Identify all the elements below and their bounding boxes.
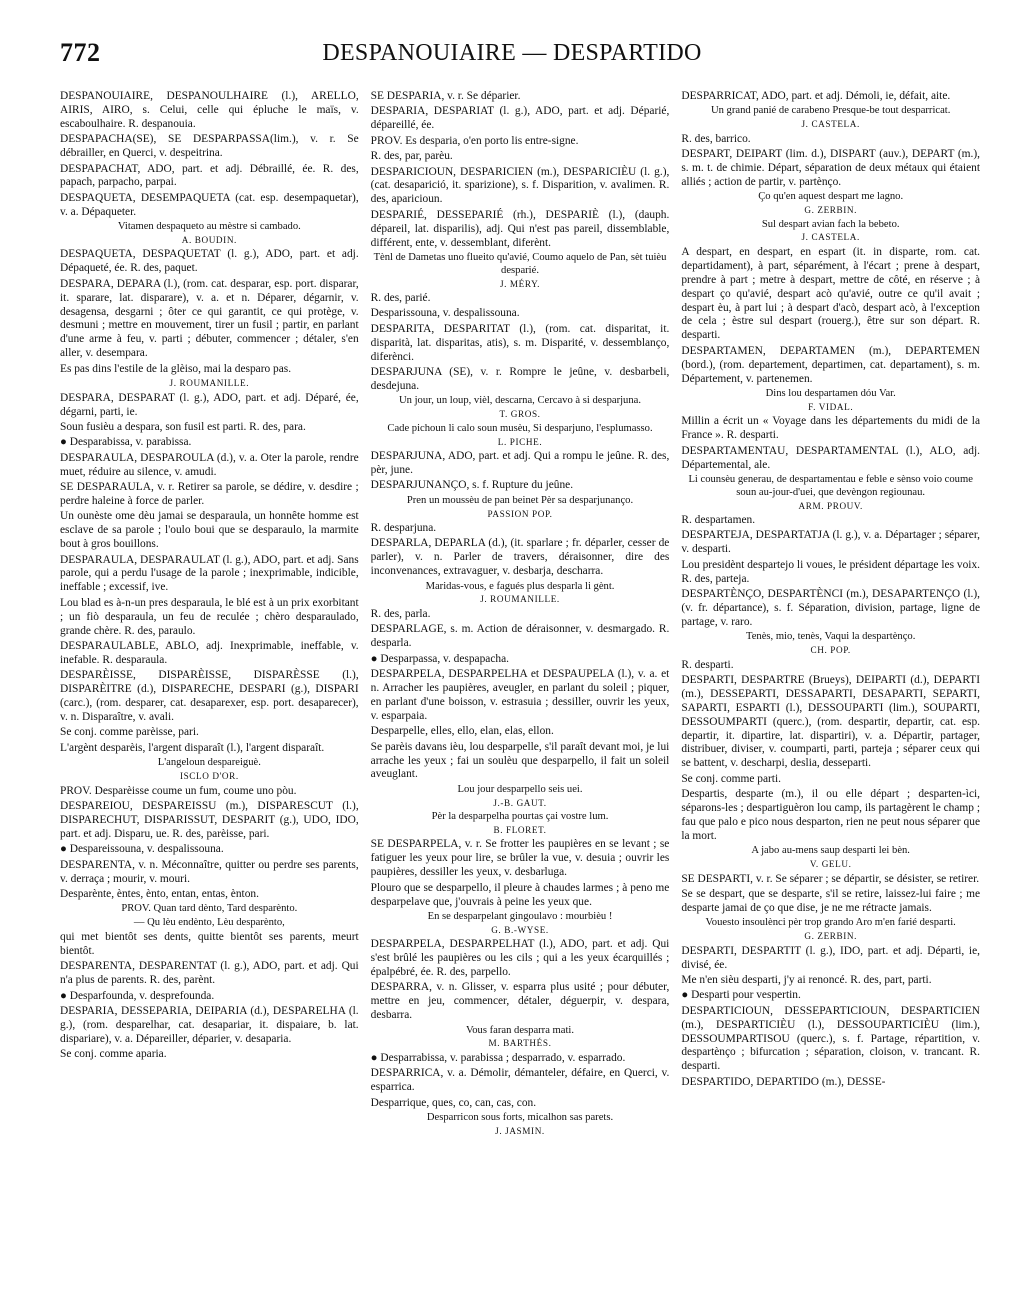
quotation: Sul despart avian fach la bebeto. <box>761 218 900 230</box>
dictionary-entry: R. des, par, parèu. <box>370 150 453 163</box>
quotation-author: J. MÉRY. <box>499 278 541 289</box>
dictionary-entry: DESPANOUIAIRE, DESPANOULHAIRE (l.), ARELLO, AIRIS, AIRO, s. Celui, celle qui épluche le maïs, v. escaboulhaire. R. despanouia. <box>60 90 359 130</box>
dictionary-entry: R. des, parié. <box>370 292 431 305</box>
dictionary-entry: DESPARTEJA, DESPARTATJA (l. g.), v. a. Départager ; séparer, v. desparti. <box>681 529 981 556</box>
dictionary-entry: DESPARPELA, DESPARPELHAT (l.), ADO, part. et adj. Qui s'est brûlé les paupières ou les cils ; qui a les yeux écarquillés ; épalpébré, ée. R. des, parpello. <box>370 938 670 979</box>
dictionary-entry: Se parèis davans ièu, lou desparpelle, s'il paraît devant moi, je lui arrache les yeux ; fai un soulèu que desparpello, il fait un soleil aveuglant. <box>370 740 670 781</box>
dictionary-entry: SE DESPARIA, v. r. Se déparier. <box>370 90 521 102</box>
quotation: L'angeloun despareiguè. <box>157 757 261 769</box>
dictionary-entry: Lou presidènt despartejo li voues, le président départage les voix. R. des, parteja. <box>681 558 981 585</box>
dictionary-entry: Se conj. comme aparia. <box>60 1048 167 1061</box>
dictionary-entry: Despartis, desparte (m.), il ou elle départ ; desparten-ìci, séparons-les ; despartiguèron lou camp, ils partagèrent le champ ; fau que palo e pico nous desparton, rien ne peut nous séparer que la mort. <box>681 788 981 842</box>
dictionary-entry: DESPARTIDO, DEPARTIDO (m.), DESSE- <box>681 1075 886 1088</box>
dictionary-entry: PROV. Desparèisse coume un fum, coume uno pòu. <box>60 784 297 797</box>
quotation: Tènl de Dametas uno flueito qu'avié, Coumo aquelo de Pan, sèt tuièu desparié. <box>373 251 667 276</box>
dictionary-entry: DESPARENTA, v. n. Méconnaître, quitter ou perdre ses parents, v. derraça ; mourir, v. mouri. <box>60 858 359 885</box>
dictionary-entry: PROV. Es desparia, o'en porto lis entre-signe. <box>370 134 579 147</box>
dictionary-entry: SE DESPARAULA, v. r. Retirer sa parole, se dédire, v. desdire ; perdre haleine à force de parler. <box>60 481 359 507</box>
dictionary-entry: Me n'en sièu desparti, j'y ai renoncé. R. des, part, parti. <box>681 973 932 986</box>
dictionary-entry: ● Desparpassa, v. despapacha. <box>370 652 510 665</box>
quotation-author: G. ZERBIN. <box>804 205 858 216</box>
dictionary-entry: DESPARJUNA, ADO, part. et adj. Qui a rompu le jeûne. R. des, pèr, june. <box>370 450 670 476</box>
dictionary-entry: Desparpelle, elles, ello, elan, elas, ellon. <box>370 725 554 738</box>
dictionary-entry: Desparissouna, v. despalissouna. <box>370 307 520 320</box>
quotation: Li counsèu generau, de despartamentau e feble e sènso voio coume soun au-jour-d'uei, que devèngon regiounau. <box>688 473 973 498</box>
quotation-author: G. B.-WYSE. <box>491 924 549 935</box>
quotation: Ço qu'en aquest despart me lagno. <box>758 191 904 203</box>
quotation: En se desparpelant gingoulavo : mourbièu ! <box>427 910 613 922</box>
quotation-author: V. GELU. <box>809 859 852 870</box>
dictionary-entry: Desparènte, èntes, ènto, entan, entas, ènton. <box>60 887 259 900</box>
dictionary-entry: R. despartamen. <box>681 514 756 526</box>
dictionary-entry: SE DESPARTI, v. r. Se séparer ; se départir, se désister, se retirer. <box>681 872 980 885</box>
dictionary-entry: DESPAQUETA, DESPAQUETAT (l. g.), ADO, part. et adj. Dépaqueté, ée. R. des, paquet. <box>60 248 359 275</box>
quotation: Pèr la desparpelha pourtas çai vostre lum. <box>431 811 609 823</box>
dictionary-entry: Se conj. comme parti. <box>681 772 781 785</box>
dictionary-entry: R. des, barrico. <box>681 132 751 145</box>
dictionary-entry: DESPARTAMEN, DEPARTAMEN (m.), DEPARTEMEN (bord.), (rom. departement, departimen, cat. departament), s. m. Département, v. partenemen. <box>681 344 981 385</box>
dictionary-entry: DESPARTI, DESPARTRE (Brueys), DEIPARTI (d.), DEPARTI (m.), DESSEPARTI, DESSAPARTI, DESAPARTI, SEPARTI, SAPARTI, ESPARTI (l.), DESSOUPARTI (lim.), SOUPARTI, DESSOUMPARTI (querc.), (rom. despartir, departir, cat. esp. departir, it. dipartire, lat. dispartiri), v. a. Départir, partager, distribuer, diviser, v. coumparti, parti, parteja ; séparer ceux qui se battent, v. descharpi, deslia, desseparti. <box>681 673 981 770</box>
dictionary-entry: ● Desparrabissa, v. parabissa ; desparrado, v. esparrado. <box>370 1051 626 1064</box>
dictionary-entry: DESPARRICAT, ADO, part. et adj. Démoli, ie, défait, aite. <box>681 90 951 102</box>
dictionary-entry: Desparrique, ques, co, can, cas, con. <box>370 1096 537 1109</box>
column-middle <box>371 90 670 1280</box>
dictionary-entry: DESPAPACHAT, ADO, part. et adj. Débraillé, ée. R. des, papach, parpacho, parpai. <box>60 162 359 189</box>
dictionary-entry: R. des, parla. <box>370 607 431 620</box>
dictionary-entry: Es pas dins l'estile de la glèiso, mai la desparo pas. <box>60 362 292 375</box>
dictionary-entry: DESPARPELA, DESPARPELHA et DESPAUPELA (l.), v. a. et n. Arracher les paupières, aveugler, en parlant du soleil ; piquer, en parlant d'une boisson, v. estrasuia ; dessiller, ouvrir les yeux, v. esparpaia. <box>370 668 670 722</box>
quotation-author: J. JASMIN. <box>495 1125 545 1136</box>
dictionary-entry: DESPARTICIOUN, DESSEPARTICIOUN, DESPARTICIEN (m.), DESPARTICIÈU (l.), DESSOUPARTICIÈU (lim.), DESSOUMPARTISOU (querc.), s. f. Partage, répartition, v. despartènço ; bifurcation ; séparation, cloison, v. trancant. R. desparti. <box>681 1004 981 1073</box>
quotation-author: J. ROUMANILLE. <box>169 378 250 389</box>
quotation-author: J. ROUMANILLE. <box>480 594 560 605</box>
dictionary-entry: DESPARIA, DESSEPARIA, DEIPARIA (d.), DESPARELHA (l. g.), (rom. desparelhar, cat. desapariar, it. dispaiare, b. lat. dispariare), v. a. Dépareiller, déparier, v. desaparia. <box>60 1004 359 1045</box>
quotation-author: B. FLORET. <box>493 824 547 835</box>
dictionary-entry: DESPARA, DEPARA (l.), (rom. cat. desparar, esp. port. disparar, it. sparare, lat. disparare), v. a. et n. Déparer, dégarnir, v. desagensa, desgarni ; ôter ce qui garantit, ce qui protège, v. desmuni ; mettre en mouvement, tirer un fusil ; partir, en parlant d'une arme à feu, v. parti ; débuter, commencer ; détaler, s'en aller, v. desempara. <box>60 277 359 360</box>
dictionary-entry: DESPARTÈNÇO, DESPARTÈNCI (m.), DESAPARTENÇO (l.), (v. fr. départance), s. f. Séparation, division, partage, ligne de partage, v. raro. <box>681 588 981 628</box>
dictionary-entry: DESPARLA, DEPARLA (d.), (it. sparlare ; fr. déparler, cesser de parler), v. n. Parler de travers, déraisonner, dire des inconvenances, extravaguer, v. desbarja, descharra. <box>370 537 670 578</box>
quotation-author: M. BARTHÉS. <box>488 1038 552 1049</box>
quotation: Maridas-vous, e fagués plus desparla li gènt. <box>425 580 615 592</box>
quotation-author: L. PICHE. <box>497 436 543 447</box>
dictionary-entry: DESPARRA, v. n. Glisser, v. esparra plus usité ; pour débuter, mettre en jeu, commencer, détaler, déguerpir, v. despara, desbarra. <box>370 981 670 1022</box>
dictionary-entry: ● Desparti pour vespertin. <box>681 989 801 1002</box>
quotation: Vous faran desparra mati. <box>465 1024 575 1036</box>
dictionary-entry: A despart, en despart, en espart (it. in disparte, rom. cat. departidament), à part, séparément, à l'écart ; prene à despart, prendre à part ; metre à despart, mettre de côté, en réserve ; à despart ço qu'avié, despart acò qu'avié, outre ce qu'il avait ; despart èu, à part lui ; à despart d'acò, despart acò, à l'exception de cela ; èstre sul despart (rouerg.), être sur son départ. R. desparti. <box>681 245 981 342</box>
dictionary-entry: Soun fusièu a despara, son fusil est parti. R. des, para. <box>60 420 306 433</box>
dictionary-entry: ● Desparabissa, v. parabissa. <box>60 436 192 449</box>
quotation-author: ARM. PROUV. <box>798 500 863 511</box>
column-right <box>681 90 980 1280</box>
dictionary-entry: R. desparti. <box>681 658 734 671</box>
quotation: PROV. Quan tard dènto, Tard desparènto. <box>121 903 298 915</box>
column-left <box>60 90 359 1280</box>
quotation: Lou jour desparpello seis uei. <box>457 783 583 795</box>
quotation-author: G. ZERBIN. <box>804 931 858 942</box>
dictionary-entry: DESPARTI, DESPARTIT (l. g.), IDO, part. et adj. Départi, ie, divisé, ée. <box>681 944 981 971</box>
dictionary-entry: DESPARITA, DESPARITAT (l.), (rom. cat. disparitat, it. disparità, lat. disparitas, atis), s. m. Disparité, v. dessemblanço, diferènci. <box>370 322 670 363</box>
dictionary-entry: DESPARAULABLE, ABLO, adj. Inexprimable, ineffable, v. inefable. R. desparaula. <box>60 640 359 666</box>
dictionary-entry: qui met bientôt ses dents, quitte bientôt ses parents, meurt bientôt. <box>60 930 359 957</box>
quotation-author: J. CASTELA. <box>801 119 860 130</box>
dictionary-entry: DESPARTAMENTAU, DESPARTAMENTAL (l.), ALO, adj. Départemental, ale. <box>681 444 981 471</box>
quotation-author: ISCLO D'OR. <box>179 771 239 782</box>
quotation-author: J.-B. GAUT. <box>493 797 547 808</box>
dictionary-entry: DESPARAULA, DESPAROULA (d.), v. a. Oter la parole, rendre muet, réduire au silence, v. amudi. <box>60 451 359 478</box>
dictionary-entry: DESPARJUNA (SE), v. r. Rompre le jeûne, v. desbarbeli, desdejuna. <box>370 366 670 392</box>
dictionary-entry: Plouro que se desparpello, il pleure à chaudes larmes ; à peno me desparpelave que, j'ouvrais à peine les yeux que. <box>370 881 670 908</box>
dictionary-entry: SE DESPARPELA, v. r. Se frotter les paupières en se levant ; se fatiguer les yeux pour lire, se brûler la vue, v. desuia ; ouvrir les paupières, dessiller les yeux, v. desbarluga. <box>370 838 670 879</box>
dictionary-entry: DESPARIÉ, DESSEPARIÉ (rh.), DESPARIÈ (l.), (dauph. dépareil, lat. disparilis), adj. Qui n'est pas pareil, dissemblable, différent, ente, v. dessemblant, diferènt. <box>370 208 670 249</box>
dictionary-entry: ● Despareissouna, v. despalissouna. <box>60 843 224 856</box>
page-number: 772 <box>60 38 101 67</box>
quotation: Tenès, mio, tenès, Vaqui la despartènço. <box>745 631 916 643</box>
dictionary-entry: DESPARÈISSE, DISPARÈISSE, DISPARÈSSE (l.), DISPARÈITRE (d.), DISPARECHE, DESPARI (g.), DISPARI (carc.), (rom. desparer, cat. desaparexer, esp. port. desaparecer), v. n. Disparaître, v. avali. <box>60 669 359 724</box>
quotation-author: PASSION POP. <box>487 508 553 519</box>
quotation: Desparricon sous forts, micalhon sas parets. <box>426 1112 614 1124</box>
dictionary-entry: DESPARIA, DESPARIAT (l. g.), ADO, part. et adj. Déparié, dépareillé, ée. <box>370 105 670 132</box>
dictionary-entry: ● Desparfounda, v. desprefounda. <box>60 989 215 1002</box>
quotation: Un jour, un loup, vièl, descarna, Cercavo à si desparjuna. <box>399 395 641 407</box>
dictionary-entry: L'argènt desparèis, l'argent disparaît (l.), l'argent disparaît. <box>60 741 325 754</box>
text-columns <box>60 90 980 1280</box>
quotation: A jabo au-mens saup desparti lei bèn. <box>751 845 910 857</box>
dictionary-entry: DESPARA, DESPARAT (l. g.), ADO, part. et adj. Déparé, ée, dégarni, parti, ie. <box>60 391 359 418</box>
quotation: Vouesto insoulènci pèr trop grando Aro m'en farié desparti. <box>705 917 956 929</box>
quotation-author: J. CASTELA. <box>801 232 860 243</box>
quotation: Vitamen despaqueto au mèstre si cambado. <box>117 221 301 233</box>
quotation: Pren un moussèu de pan beinet Pèr sa desparjunanço. <box>406 494 634 506</box>
dictionary-entry: DESPART, DEIPART (lim. d.), DISPART (auv.), DEPART (m.), s. m. t. de chimie. Départ, séparation de deux métaux qui étaient alliés ; action de partir, v. partènço. <box>681 148 981 188</box>
dictionary-entry: DESPAPACHA(SE), SE DESPARPASSA(lim.), v. r. Se débrailler, en Querci, v. despeitrina. <box>60 133 359 160</box>
dictionary-entry: DESPAREIOU, DESPAREISSU (m.), DISPARESCUT (l.), DISPARECHUT, DISPARISSUT, DESPARIT (g.), UDO, IDO, part. et adj. Disparu, ue. R. des, parèisse, pari. <box>60 799 359 840</box>
dictionary-entry: DESPARICIOUN, DESPARICIEN (m.), DESPARICIÈU (l. g.), (cat. desaparició, it. sparizione), s. f. Disparition, v. avalimen. R. des, aparicioun. <box>370 165 670 206</box>
dictionary-entry: DESPARJUNANÇO, s. f. Rupture du jeûne. <box>370 479 574 492</box>
dictionary-entry: DESPAQUETA, DESEMPAQUETA (cat. esp. desempaquetar), v. a. Dépaqueter. <box>60 191 359 218</box>
dictionary-entry: Lou blad es à-n-un pres desparaula, le blé est à un prix exorbitant ; un fiò desparaula, un feu de reculée ; chèro desparaulado, grande chère. R. des, paraulo. <box>60 596 359 637</box>
dictionary-entry: Millin a écrit un « Voyage dans les départements du midi de la France ». R. desparti. <box>681 415 981 442</box>
dictionary-entry: DESPARENTA, DESPARENTAT (l. g.), ADO, part. et adj. Qui n'a plus de parents. R. des, parènt. <box>60 960 359 987</box>
quotation-author: F. VIDAL. <box>808 401 854 412</box>
quotation-author: A. BOUDIN. <box>181 234 237 245</box>
dictionary-entry: Se conj. comme parèisse, pari. <box>60 726 199 739</box>
quotation-author: CH. POP. <box>810 645 851 656</box>
dictionary-entry: DESPARLAGE, s. m. Action de déraisonner, v. desmargado. R. desparla. <box>370 623 670 650</box>
quotation: Un grand panié de carabeno Presque-be tout desparricat. <box>710 105 951 117</box>
quotation-author: T. GROS. <box>499 409 541 420</box>
page-running-title: DESPANOUIAIRE — DESPARTIDO <box>322 40 702 66</box>
dictionary-entry: DESPARAULA, DESPARAULAT (l. g.), ADO, part. et adj. Sans parole, qui a perdu l'usage de la parole ; inexprimable, indicible, ineffable ; excessif, ive. <box>60 553 359 594</box>
dictionary-entry: Un ounèste ome dèu jamai se desparaula, un honnête homme est esclave de sa parole ; l'oulo boui que se desparaulo, la marmite bout à gros bouillons. <box>60 510 359 551</box>
dictionary-entry: R. desparjuna. <box>370 522 437 535</box>
quotation: — Qu lèu endènto, Lèu desparènto, <box>133 917 285 929</box>
quotation: Dins lou despartamen dóu Var. <box>765 387 896 399</box>
quotation: Cade pichoun li calo soun musèu, Si desparjuno, l'esplumasso. <box>387 422 653 434</box>
dictionary-entry: Se se despart, que se desparte, s'il se retire, laissez-lui faire ; me desparte jamai de ço que dise, je ne me rétracte jamais. <box>681 888 981 914</box>
dictionary-entry: DESPARRICA, v. a. Démolir, démanteler, défaire, en Querci, v. esparrica. <box>370 1067 670 1094</box>
